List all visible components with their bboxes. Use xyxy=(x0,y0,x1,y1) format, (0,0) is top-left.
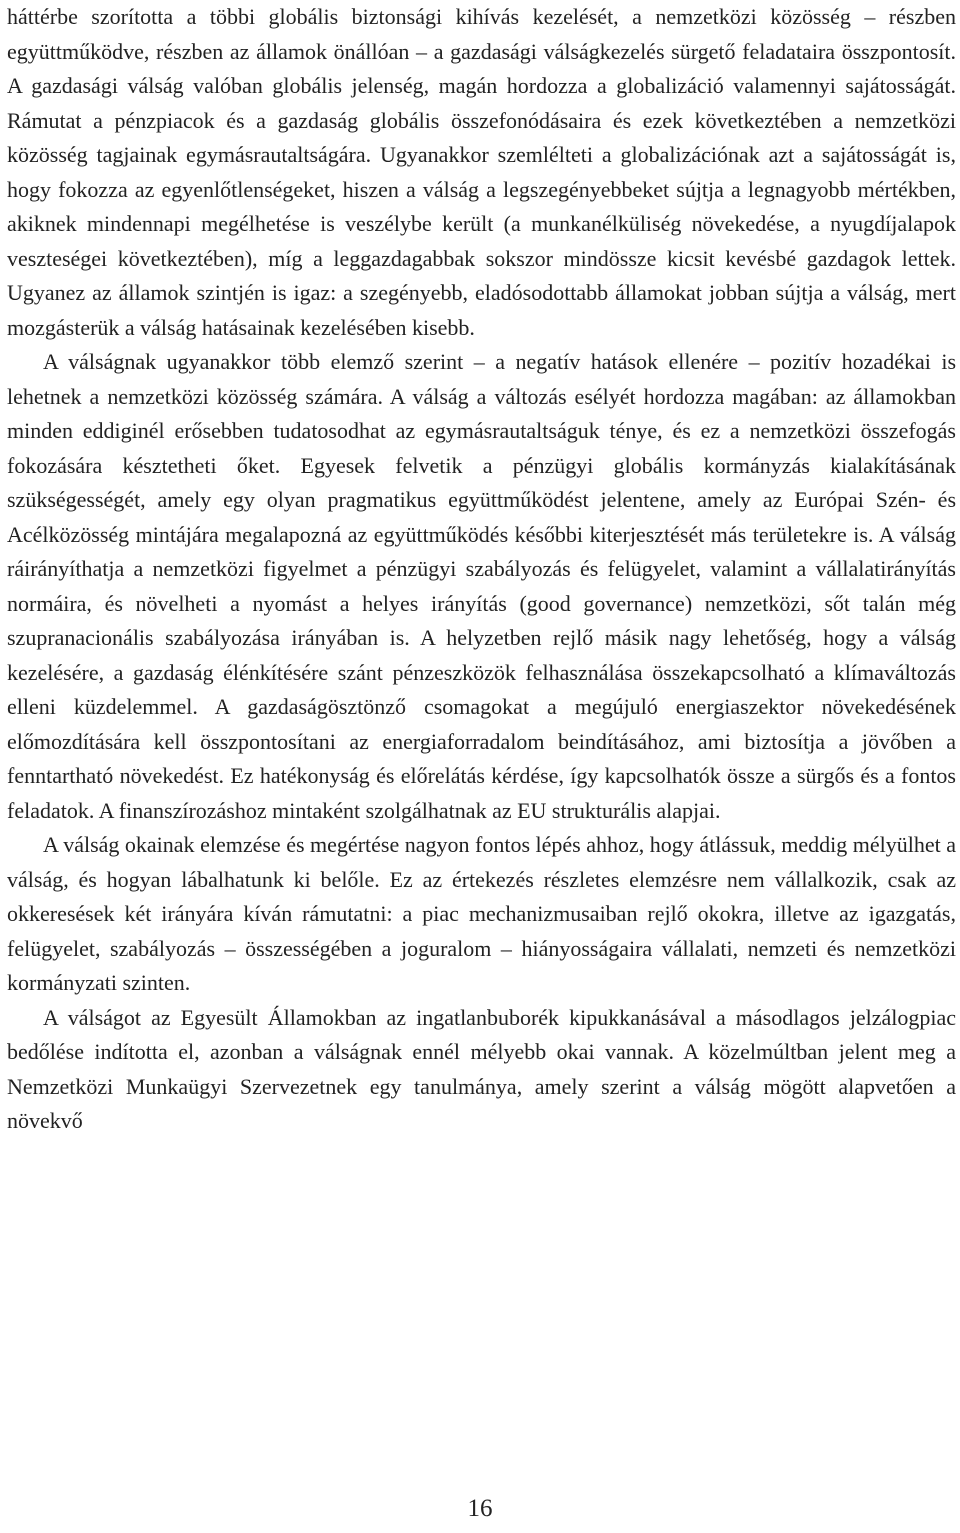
document-page xyxy=(7,0,956,1139)
paragraph-positive-effects: A válságnak ugyanakkor több elemző szerint – a negatív hatások ellenére – pozitív hozadékai is lehetnek a nemzetközi közösség számára. A válság a változás esélyét hordozza magában: az államokban minden eddiginél erősebben tudatosodhat az egymásrautaltságuk ténye, és ez a nemzetközi összefogás fokozására késztetheti őket. Egyesek felvetik a pénzügyi globális kormányzás kialakításának szükségességét, amely egy olyan pragmatikus együttműködést jelentene, amely az Európai Szén- és Acélközösség mintájára megalapozná az együttműködés későbbi kiterjesztését más területekre is. A válság ráirányíthatja a nemzetközi figyelmet a pénzügyi szabályozás és felügyelet, valamint a vállalatirányítás normáira, és növelheti a nyomást a helyes irányítás (good governance) nemzetközi, sőt talán még szupranacionális szabályozása irányában is. A helyzetben rejlő másik nagy lehetőség, hogy a válság kezelésére, a gazdaság élénkítésére szánt pénzeszközök felhasználása összekapcsolható a klímaváltozás elleni küzdelemmel. A gazdaságösztönző csomagokat a megújuló energiaszektor növekedésének előmozdítására kell összpontosítani az energiaforradalom beindításához, ami biztosítja a jövőben a fenntartható növekedést. Ez hatékonyság és előrelátás kérdése, így kapcsolhatók össze a sürgős és a fontos feladatok. A finanszírozáshoz mintaként szolgálhatnak az EU strukturális alapjai. xyxy=(7,349,956,823)
paragraph-continuation: háttérbe szorította a többi globális biztonsági kihívás kezelését, a nemzetközi közösség – részben együttműködve, részben az államok önállóan – a gazdasági válságkezelés sürgető feladataira összpontosít. A gazdasági válság valóban globális jelenség, magán hordozza a globalizáció valamennyi sajátosságát. Rámutat a pénzpiacok és a gazdaság globális összefonódásaira és ezek következtében a nemzetközi közösség tagjainak egymásrautaltságára. Ugyanakkor szemlélteti a globalizációnak azt a sajátosságát is, hogy fokozza az egyenlőtlenségeket, hiszen a válság a legszegényebbeket sújtja a legnagyobb mértékben, akiknek mindennapi megélhetése is veszélybe került (a munkanélküliség növekedése, a nyugdíjalapok veszteségei következtében), míg a leggazdagabbak sokszor mindössze kicsit kevésbé gazdagok lettek. Ugyanez az államok szintjén is igaz: a szegényebb, eladósodottabb államokat jobban sújtja a válság, mert mozgásterük a válság hatásainak kezelésében kisebb. xyxy=(7,4,956,340)
paragraph-us-origin: A válságot az Egyesült Államokban az ingatlanbuborék kipukkanásával a másodlagos jelzálogpiac bedőlése indította el, azonban a válságnak ennél mélyebb okai vannak. A közelmúltban jelent meg a Nemzetközi Munkaügyi Szervezetnek egy tanulmánya, amely szerint a válság mögött alapvetően a növekvő xyxy=(7,1004,956,1133)
page-number: 16 xyxy=(467,1495,493,1522)
paragraph-crisis-causes: A válság okainak elemzése és megértése nagyon fontos lépés ahhoz, hogy átlássuk, meddig mélyülhet a válság, és hogyan lábalhatunk ki belőle. Ez az értekezés részletes elemzésre nem vállalkozik, csak az okkeresések két irányára kíván rámutatni: a piac mechanizmusaiban rejlő okokra, illetve az igazgatás, felügyelet, szabályozás – összességében a joguralom – hiányosságaira vállalati, nemzeti és nemzetközi kormányzati szinten. xyxy=(7,832,956,995)
